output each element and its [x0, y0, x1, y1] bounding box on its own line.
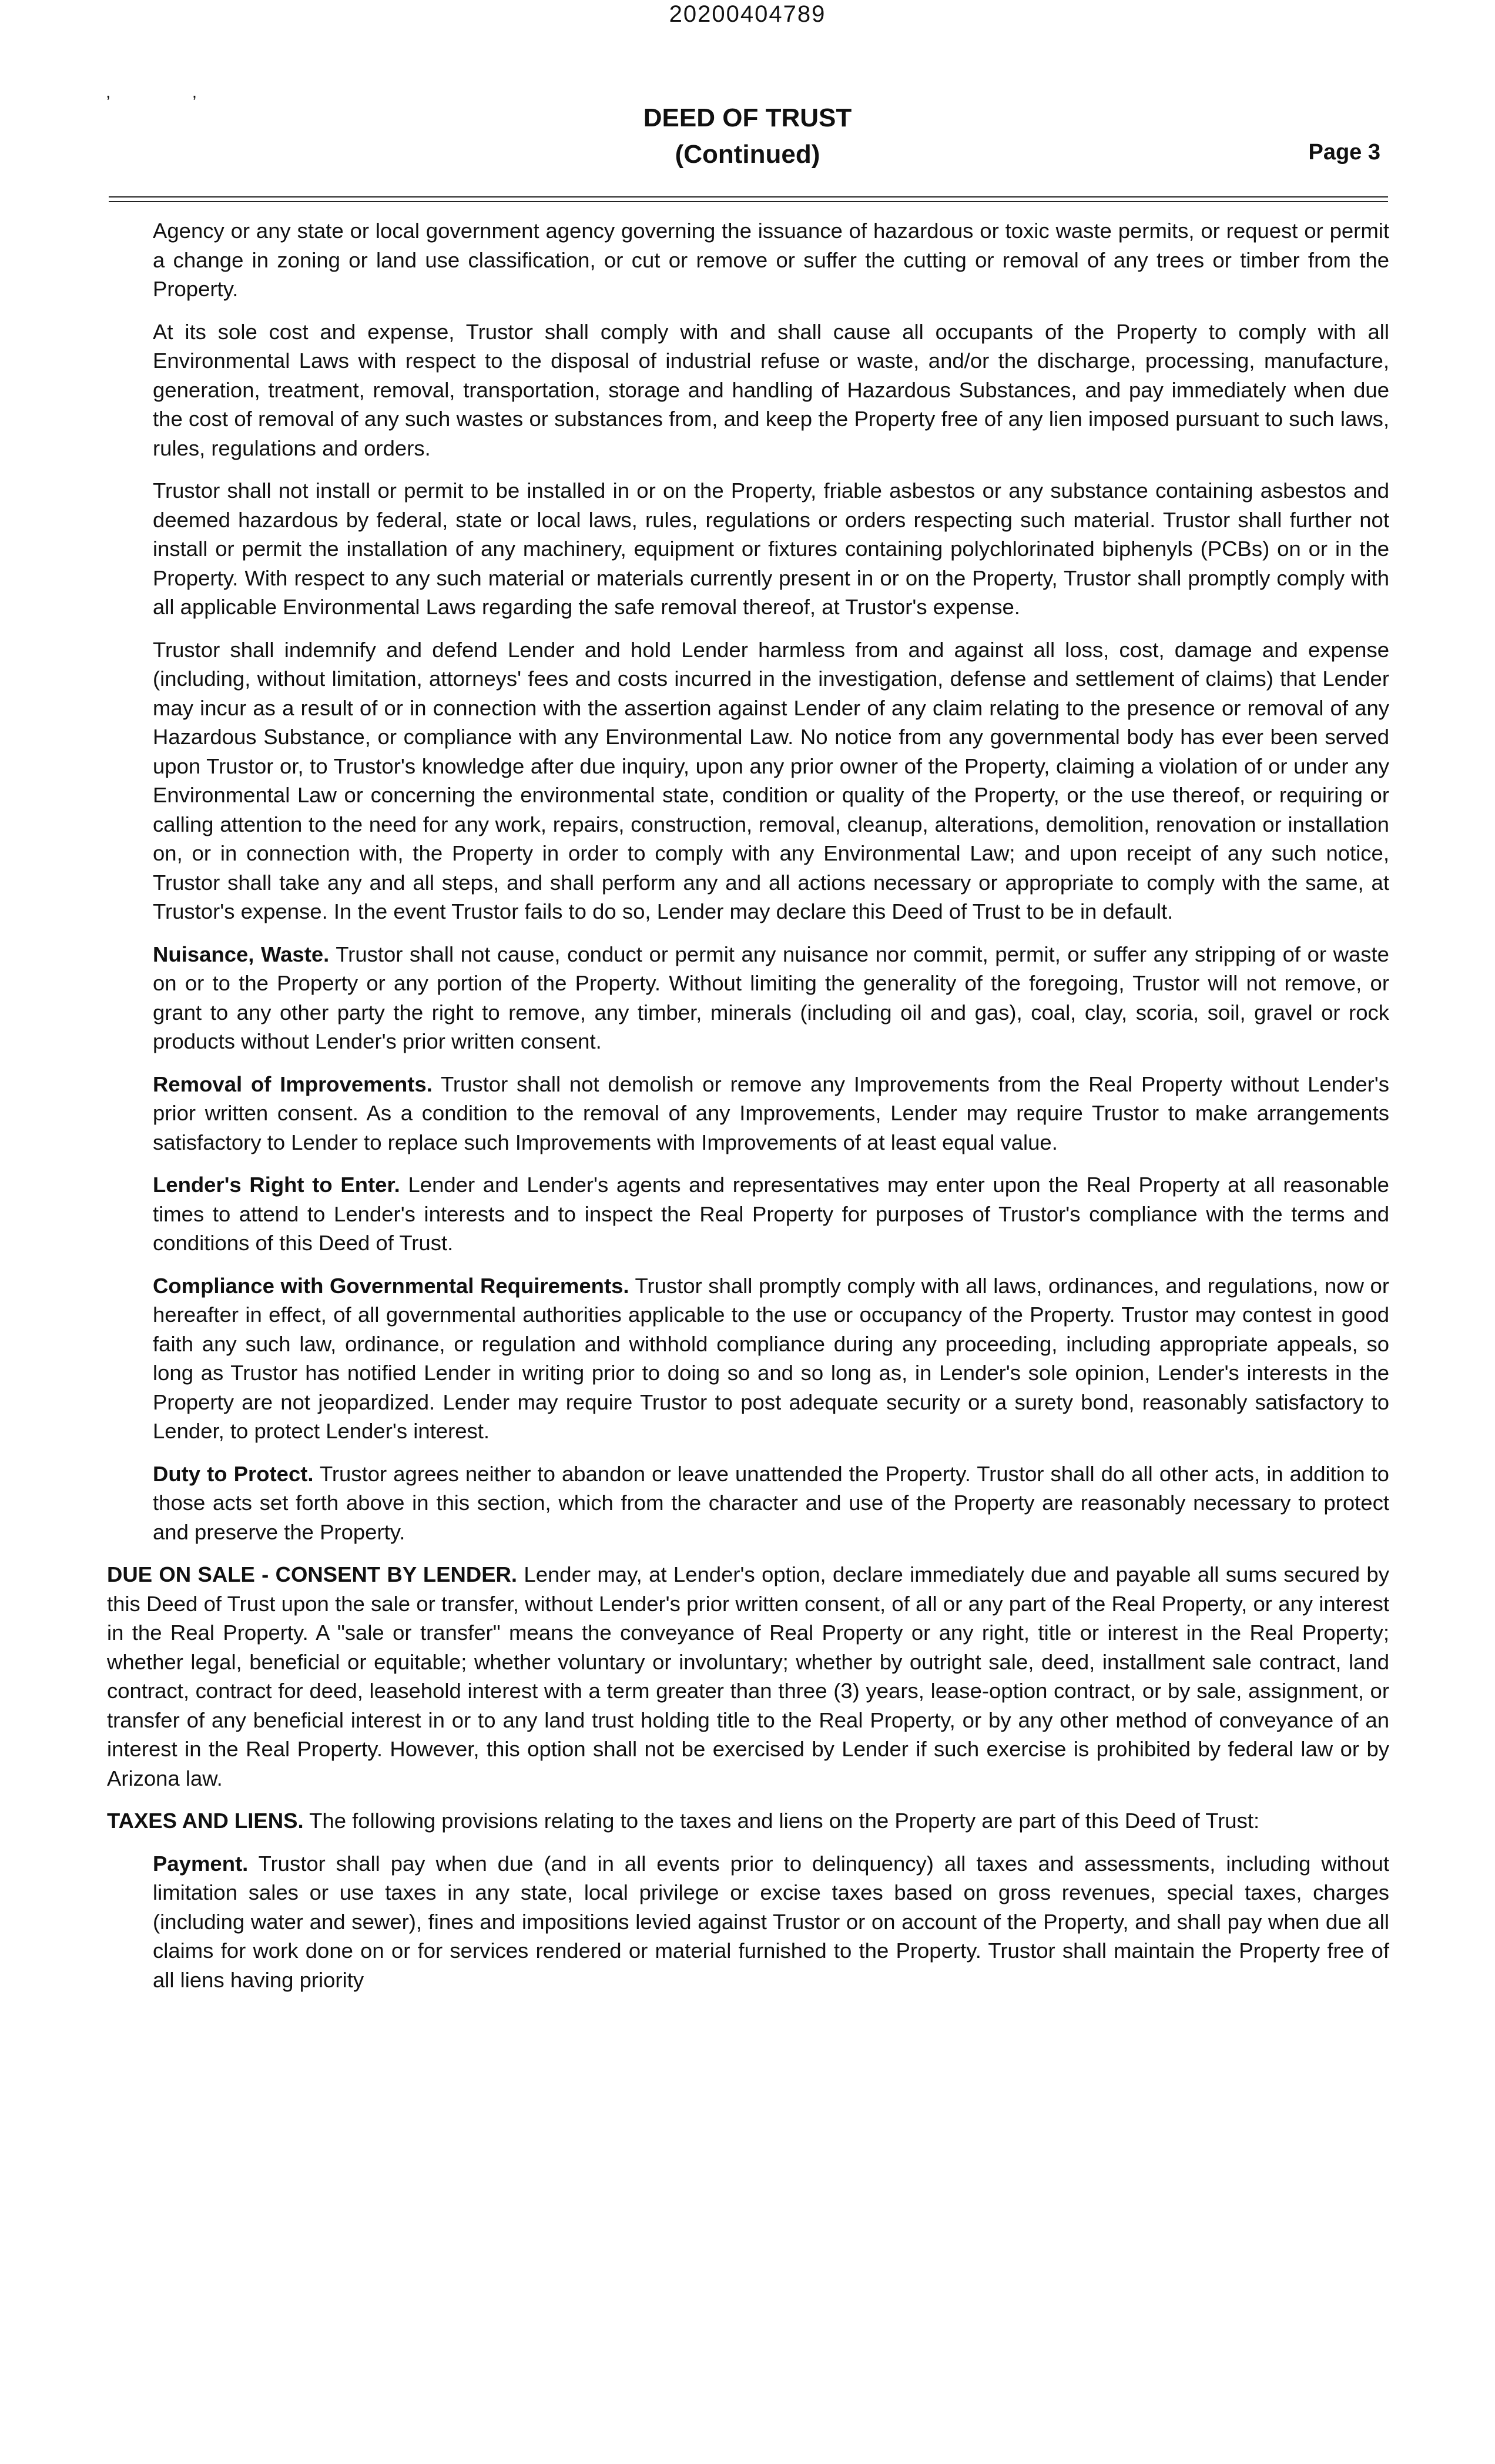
header-rule-top [109, 196, 1388, 197]
recording-number: 20200404789 [669, 1, 826, 27]
paragraph-text: Trustor agrees neither to abandon or leave unattended the Property. Trustor shall do all other acts, in addition to those acts set forth above in this section, which from the character and use of the Property are reasonably necessary to protect and preserve the Property. [153, 1461, 1389, 1544]
paragraph-text: Trustor shall indemnify and defend Lender and hold Lender harmless from and against all loss, cost, damage and expense (including, without limitation, attorneys' fees and costs incurred in the investigation, defense and settlement of claims) that Lender may incur as a result of or in connection with the assertion against Lender of any claim relating to the presence or removal of any Hazardous Substance, or compliance with any Environmental Law. No notice from any governmental body has ever been served upon Trustor or, to Trustor's knowledge after due inquiry, upon any prior owner of the Property, claiming a violation of or under any Environmental Law or concerning the environmental state, condition or quality of the Property, or the use thereof, or requiring or calling attention to the need for any work, repairs, construction, removal, cleanup, alterations, demolition, renovation or installation on, or in connection with, the Property in order to comply with any Environmental Law; and upon receipt of any such notice, Trustor shall take any and all steps, and shall perform any and all actions necessary or appropriate to comply with the same, at Trustor's expense. In the event Trustor fails to do so, Lender may declare this Deed of Trust to be in default. [153, 637, 1389, 923]
section-taxes-and-liens [107, 1806, 1389, 1836]
paragraph-text: Trustor shall promptly comply with all laws, ordinances, and regulations, now or hereafter in effect, of all governmental authorities applicable to the use or occupancy of the Property. Trustor may contest in good faith any such law, ordinance, or regulation and withhold compliance during any proceeding, including appropriate appeals, so long as Trustor has notified Lender in writing prior to doing so and so long as, in Lender's sole opinion, Lender's interests in the Property are not jeopardized. Lender may require Trustor to post adequate security or a surety bond, reasonably satisfactory to Lender, to protect Lender's interest. [153, 1273, 1389, 1443]
document-title-block [0, 100, 1495, 173]
margin-mark: , [106, 82, 111, 102]
paragraph-right-to-enter [107, 1170, 1389, 1258]
paragraph-text: Trustor shall not cause, conduct or permit any nuisance nor commit, permit, or suffer any stripping of or waste on or to the Property or any portion of the Property. Without limiting the generality of the foregoing, Trustor will not remove, or grant to any other party the right to remove, any timber, minerals (including oil and gas), coal, clay, scoria, soil, gravel or rock products without Lender's prior written consent. [153, 942, 1389, 1053]
paragraph-text: Trustor shall not install or permit to be installed in or on the Property, friable asbestos or any substance containing asbestos and deemed hazardous by federal, state or local laws, rules, regulations or orders respecting such material. Trustor shall further not install or permit the installation of any machinery, equipment or fixtures containing polychlorinated biphenyls (PCBs) on or in the Property. With respect to any such material or materials currently present in or on the Property, Trustor shall promptly comply with all applicable Environmental Laws regarding the safe removal thereof, at Trustor's expense. [153, 478, 1389, 619]
margin-marks [106, 82, 273, 102]
paragraph-hazardous-permits [107, 216, 1389, 304]
header-rule-bottom [109, 201, 1388, 202]
section-heading: TAXES AND LIENS. [107, 1809, 304, 1833]
paragraph-duty-to-protect [107, 1459, 1389, 1547]
paragraph-text: Trustor shall not demolish or remove any Improvements from the Real Property without Lender's prior written consent. As a condition to the removal of any Improvements, Lender may require Trustor to make arrangements satisfactory to Lender to replace such Improvements with Improvements of at least equal value. [153, 1072, 1390, 1154]
section-due-on-sale [107, 1560, 1389, 1793]
paragraph-asbestos [107, 476, 1389, 622]
document-body [107, 216, 1389, 2008]
paragraph-heading: Payment. [153, 1851, 249, 1876]
paragraph-indemnify [107, 635, 1389, 926]
paragraph-payment [107, 1849, 1389, 1995]
paragraph-heading: Compliance with Governmental Requirements. [153, 1273, 629, 1298]
paragraph-heading: Removal of Improvements. [153, 1072, 433, 1096]
paragraph-environmental-compliance [107, 317, 1389, 463]
page-number: Page 3 [1308, 140, 1380, 165]
paragraph-text: At its sole cost and expense, Trustor shall comply with and shall cause all occupants of the Property to comply with all Environmental Laws with respect to the disposal of industrial refuse or waste, and/or the discharge, processing, manufacture, generation, treatment, removal, transportation, storage and handling of Hazardous Substances, and pay immediately when due the cost of removal of any such wastes or substances from, and keep the Property free of any lien imposed pursuant to such laws, rules, regulations and orders. [153, 319, 1389, 460]
paragraph-heading: Nuisance, Waste. [153, 942, 330, 966]
paragraph-text: Agency or any state or local government agency governing the issuance of hazardous or toxic waste permits, or request or permit a change in zoning or land use classification, or cut or remove or suffer the cutting or removal of any trees or timber from the Property. [153, 219, 1389, 301]
paragraph-nuisance-waste [107, 940, 1389, 1056]
paragraph-heading: Duty to Protect. [153, 1461, 314, 1486]
paragraph-removal-of-improvements [107, 1070, 1389, 1157]
paragraph-text: Trustor shall pay when due (and in all events prior to delinquency) all taxes and assessments, including without limitation sales or use taxes in any state, local privilege or excise taxes based on gross revenues, special taxes, charges (including water and sewer), fines and impositions levied against Trustor or on account of the Property, and shall pay when due all claims for work done on or for services rendered or material furnished to the Property. Trustor shall maintain the Property free of all liens having priority [153, 1851, 1390, 1992]
section-heading: DUE ON SALE - CONSENT BY LENDER. [107, 1562, 518, 1586]
paragraph-governmental-requirements [107, 1271, 1389, 1446]
margin-mark: , [192, 82, 197, 102]
paragraph-heading: Lender's Right to Enter. [153, 1173, 400, 1197]
document-subtitle: (Continued) [675, 140, 820, 169]
section-text: The following provisions relating to the taxes and liens on the Property are part of this Deed of Trust: [309, 1809, 1260, 1833]
paragraph-text: Lender and Lender's agents and representatives may enter upon the Real Property at all reasonable times to attend to Lender's interests and to inspect the Real Property for purposes of Trustor's compliance with the terms and conditions of this Deed of Trust. [153, 1173, 1389, 1255]
document-title: DEED OF TRUST [643, 103, 852, 132]
section-text: Lender may, at Lender's option, declare immediately due and payable all sums secured by this Deed of Trust upon the sale or transfer, without Lender's prior written consent, of all or any part of the Real Property, or any interest in the Real Property. A "sale or transfer" means the conveyance of Real Property or any right, title or interest in the Real Property; whether legal, beneficial or equitable; whether voluntary or involuntary; whether by outright sale, deed, installment sale contract, land contract, contract for deed, leasehold interest with a term greater than three (3) years, lease-option contract, or by sale, assignment, or transfer of any beneficial interest in or to any land trust holding title to the Real Property, or by any other method of conveyance of an interest in the Real Property. However, this option shall not be exercised by Lender if such exercise is prohibited by federal law or by Arizona law. [107, 1562, 1389, 1790]
